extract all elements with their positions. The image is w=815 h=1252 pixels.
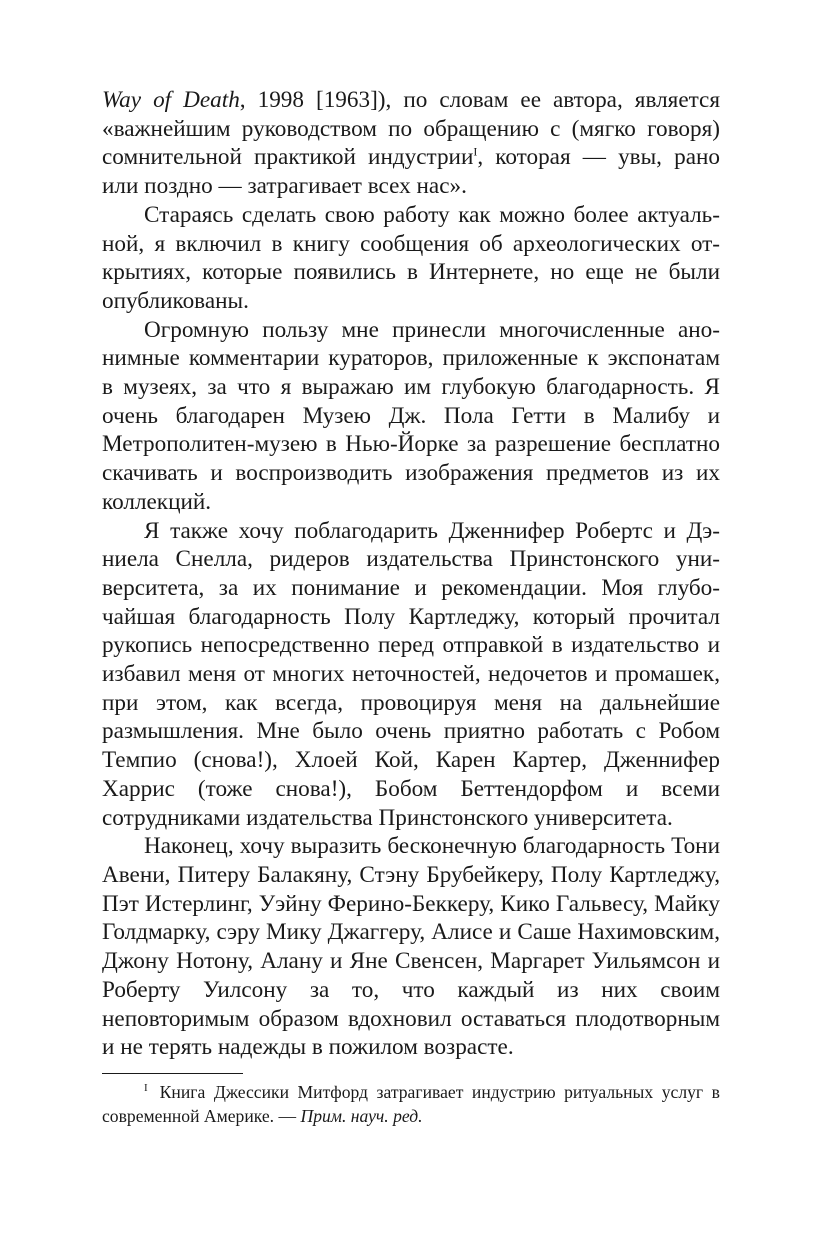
footnote-reference-mark: I	[473, 144, 478, 159]
footnote-mark: I	[144, 1082, 148, 1095]
footnote	[102, 1080, 720, 1128]
paragraph-1	[102, 86, 720, 201]
paragraph-3: Огромную пользу мне принесли многочисленные анонимные комментарии кураторов, приложенные к экспонатам в музеях, за что я выражаю им глубокую благодарность. Я очень благодарен Музею Дж. Пола Гетти в Малибу и Метрополитен-музею в Нью-Йорке за разрешение бесплатно скачивать и воспроизводить изображения предметов из их коллекций.	[102, 316, 720, 515]
paragraph-1-text-end: , которая — увы, рано или поздно — затрагивает всех нас».	[102, 144, 720, 200]
footnote-editor-note: Прим. науч. ред.	[300, 1106, 423, 1126]
paragraph-1-text: , 1998 [1963]), по словам ее автора, является «важнейшим руководством по обращению с (мягко говоря) сомнительной практикой индустрии	[102, 87, 720, 171]
footnote-divider	[102, 1073, 243, 1074]
page-body	[102, 86, 720, 1062]
paragraph-4: Я также хочу поблагодарить Дженнифер Робертс и Дэниела Снелла, ридеров издательства Принстонского университета, за их понимание и рекомендации. Моя глубочайшая благодарность Полу Картледжу, который прочитал рукопись непосредственно перед отправкой в издательство и избавил меня от многих неточностей, недочетов и промашек, при этом, как всегда, провоцируя меня на дальнейшие размышления. Мне было очень приятно работать с Робом Темпио (снова!), Хлоей Кой, Карен Картер, Дженнифер Харрис (тоже снова!), Бобом Беттендорфом и всеми сотрудниками издательства Принстонского университета.	[102, 517, 720, 831]
paragraph-2: Стараясь сделать свою работу как можно более актуальной, я включил в книгу сообщения об археологических открытиях, которые появились в Интернете, но еще не были опубликованы.	[102, 201, 720, 314]
footnote-text: Книга Джессики Митфорд затрагивает индустрию ритуальных услуг в современной Америке. —	[102, 1082, 720, 1126]
paragraph-5: Наконец, хочу выразить бесконечную благодарность Тони Авени, Питеру Балакяну, Стэну Брубейкеру, Полу Картледжу, Пэт Истерлинг, Уэйну Ферино-Беккеру, Кико Гальвесу, Майку Голдмарку, сэру Мику Джаггеру, Алисе и Саше Нахимовским, Джону Нотону, Алану и Яне Свенсен, Маргарет Уильямсон и Роберту Уилсону за то, что каждый из них своим неповторимым образом вдохновил оставаться плодотворным и не терять надежды в пожилом возрасте.	[102, 833, 720, 1061]
book-title-italic: Way of Death	[102, 87, 240, 113]
